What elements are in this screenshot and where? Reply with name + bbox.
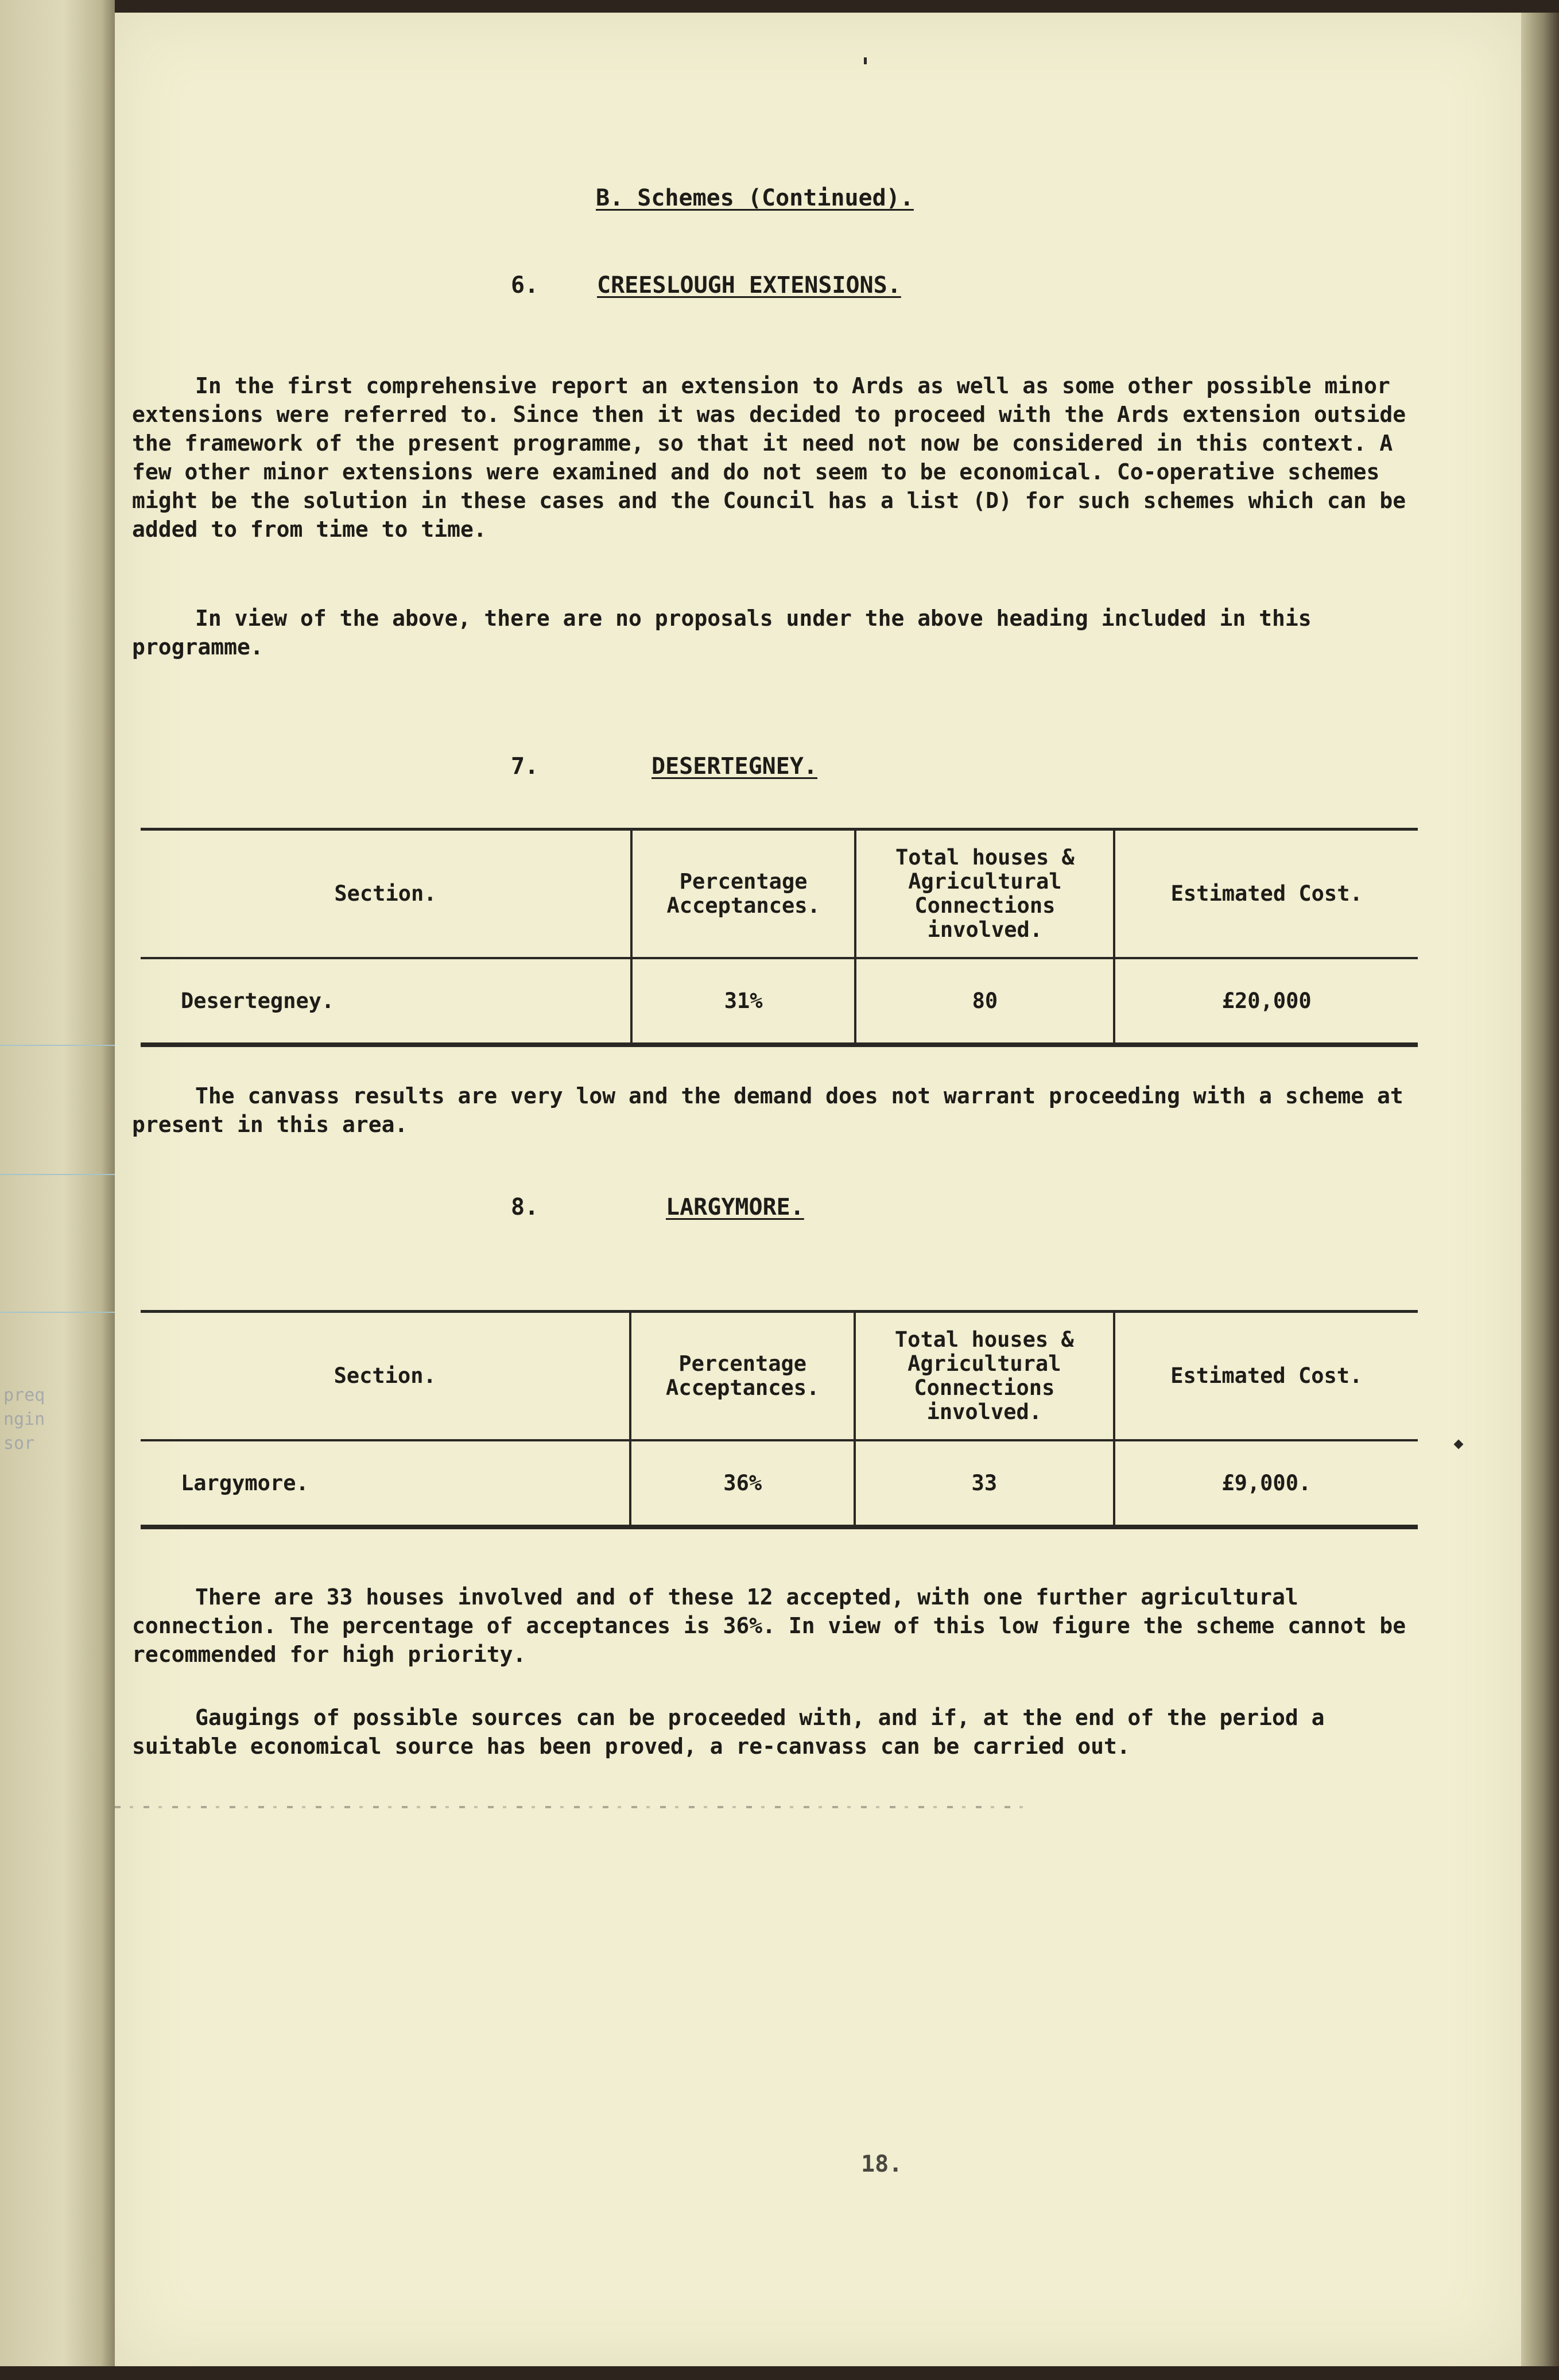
margin-line	[0, 1174, 115, 1175]
cell-percentage: 36%	[630, 1440, 855, 1527]
desertegney-table	[141, 828, 1418, 1047]
facing-page-margin	[0, 0, 115, 2380]
page-number: 18.	[861, 2151, 903, 2177]
section-8-number: 8.	[511, 1194, 539, 1220]
section-6-number: 6.	[511, 272, 539, 299]
section-7-number: 7.	[511, 753, 539, 780]
section-8-paragraph-2: Gaugings of possible sources can be proceeded with, and if, at the end of the period a suitable economical source has been proved, a re-canvass can be carried out.	[132, 1705, 1325, 1759]
margin-ghost-text: preq ngin sor	[3, 1385, 45, 1453]
header-percentage: Percentage Acceptances.	[630, 1312, 855, 1441]
cell-section: Desertegney.	[141, 958, 631, 1045]
header-estimated-cost: Estimated Cost.	[1114, 1312, 1418, 1441]
table-header-row	[141, 829, 1418, 959]
section-8-paragraph-1: There are 33 houses involved and of these 12 accepted, with one further agricultural connection. The percentage of acceptances is 36%. In view of this low figure the scheme cannot be recommended for high priority.	[132, 1584, 1406, 1667]
section-7-paragraph: The canvass results are very low and the demand does not warrant proceeding with a scheme at present in this area.	[132, 1083, 1403, 1137]
section-6-title: CREESLOUGH EXTENSIONS.	[597, 272, 901, 299]
section-6-paragraph-1: In the first comprehensive report an extension to Ards as well as some other possible minor extensions were referred to. Since then it was decided to proceed with the Ards extension outside the framework of the present programme, so that it need not now be considered in this context. A few other minor extensions were examined and do not seem to be economical. Co-operative schemes might be the solution in these cases and the Council has a list (D) for such schemes which can be added to from time to time.	[132, 373, 1406, 542]
cell-total-houses: 80	[855, 958, 1114, 1045]
header-estimated-cost: Estimated Cost.	[1114, 829, 1418, 959]
margin-line	[0, 1312, 115, 1313]
largymore-table	[141, 1310, 1418, 1529]
header-total-houses: Total houses & Agricultural Connections involved.	[855, 1312, 1114, 1441]
table-row	[141, 958, 1418, 1045]
section-7-title: DESERTEGNEY.	[651, 753, 817, 780]
document-page	[115, 13, 1521, 2366]
page-heading: B. Schemes (Continued).	[596, 185, 914, 211]
cell-estimated-cost: £20,000	[1114, 958, 1418, 1045]
section-8-title: LARGYMORE.	[666, 1194, 804, 1220]
page-right-edge	[1521, 13, 1559, 2380]
header-section: Section.	[141, 1312, 630, 1441]
scan-top-edge	[0, 0, 1559, 13]
header-section: Section.	[141, 829, 631, 959]
cell-total-houses: 33	[855, 1440, 1114, 1527]
cell-section: Largymore.	[141, 1440, 630, 1527]
ink-speck	[864, 57, 867, 64]
cell-percentage: 31%	[631, 958, 855, 1045]
section-6-paragraph-2: In view of the above, there are no proposals under the above heading included in this programme.	[132, 606, 1312, 660]
cell-estimated-cost: £9,000.	[1114, 1440, 1418, 1527]
table-header-row	[141, 1312, 1418, 1441]
header-percentage: Percentage Acceptances.	[631, 829, 855, 959]
table-row	[141, 1440, 1418, 1527]
header-total-houses: Total houses & Agricultural Connections involved.	[855, 829, 1114, 959]
margin-line	[0, 1045, 115, 1046]
scan-noise-line	[115, 1806, 1033, 1808]
scan-bottom-edge	[0, 2366, 1559, 2380]
